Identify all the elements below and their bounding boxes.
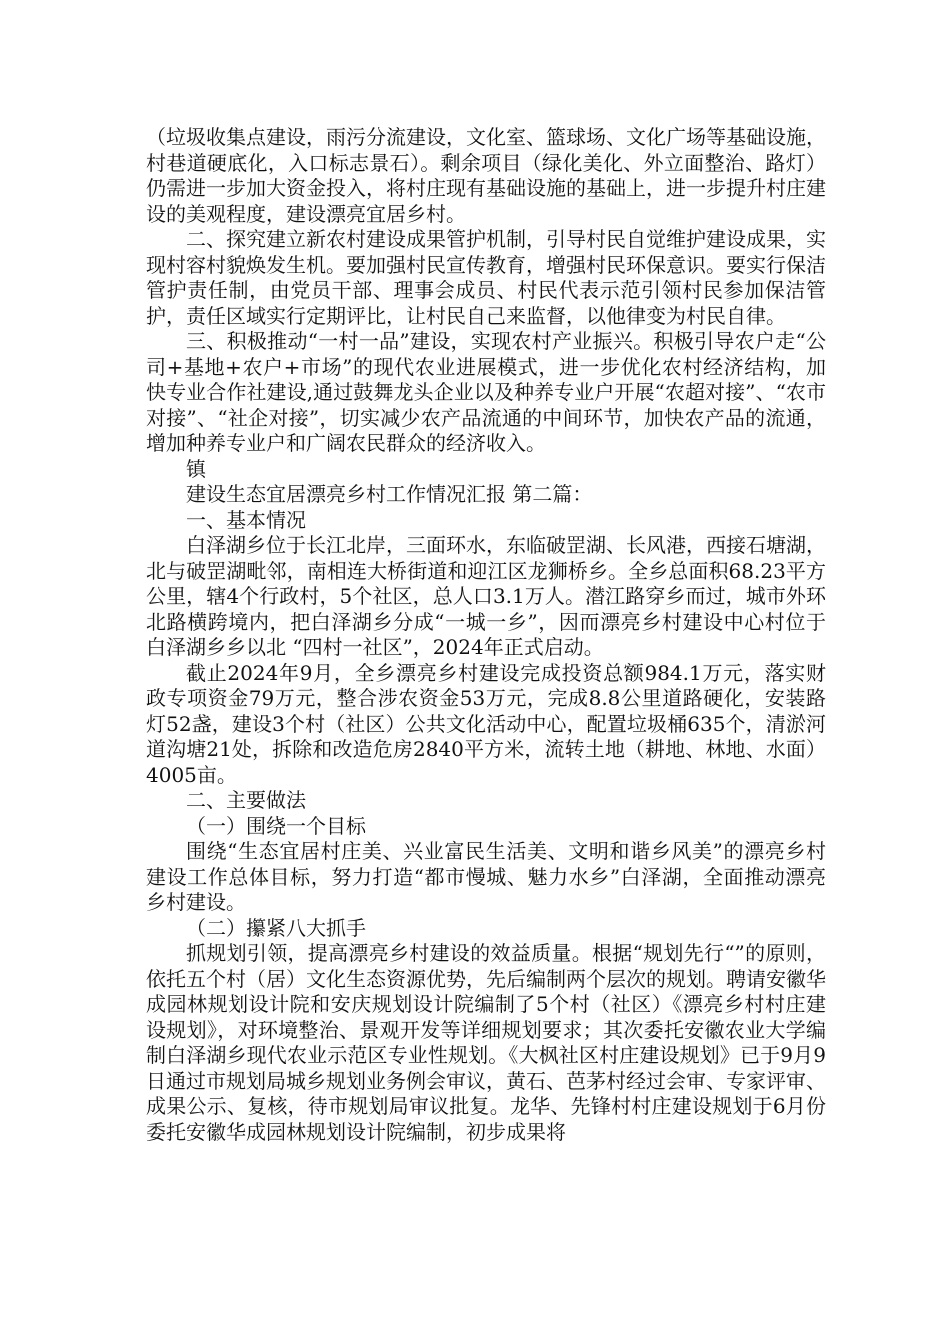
document-body [146,125,826,1145]
paragraph-3: 镇 [186,456,206,481]
paragraph-2: 三、积极推动“一村一品”建设，实现农村产业振兴。积极引导农户走“公司+基地+农户+市场”的现代农业进展模式，进一步优化农村经济结构，加快专业合作社建设,通过鼓舞龙头企业以及种养专业户开展“农超对接”、“农市对接”、“社企对接”，切实减少农产品流通的中间环节，加快农产品的流通，增加种养专业户和广阔农民群众的经济收入。 [146,329,826,455]
subheading-goal: （一）围绕一个目标 [186,813,366,838]
paragraph-7: 截止2024年9月，全乡漂亮乡村建设完成投资总额984.1万元，落实财政专项资金79万元，整合涉农资金53万元，完成8.8公里道路硬化，安装路灯52盏，建设3个村（社区）公共文化活动中心，配置垃圾桶635个，清淤河道沟塘21处，拆除和改造危房2840平方米，流转土地（耕地、林地、水面）4005亩。 [146,660,826,787]
paragraph-6: 白泽湖乡位于长江北岸，三面环水，东临破罡湖、长风港，西接石塘湖，北与破罡湖毗邻，南相连大桥街道和迎江区龙狮桥乡。全乡总面积68.23平方公里，辖4个行政村，5个社区，总人口3.1万人。潜江路穿乡而过，城市外环北路横跨境内，把白泽湖乡分成“一城一乡”，因而漂亮乡村建设中心村位于白泽湖乡乡以北 “四村一社区”，2024年正式启动。 [146,533,826,659]
paragraph-12: 抓规划引领，提高漂亮乡村建设的效益质量。根据“规划先行“”的原则，依托五个村（居）文化生态资源优势，先后编制两个层次的规划。聘请安徽华成园林规划设计院和安庆规划设计院编制了5个村（社区）《漂亮乡村村庄建设规划》，对环境整治、景观开发等详细规划要求；其次委托安徽农业大学编制白泽湖乡现代农业示范区专业性规划。《大枫社区村庄建设规划》已于9月9日通过市规划局城乡规划业务例会审议，黄石、芭茅村经过会审、专家评审、成果公示、复核，待市规划局审议批复。龙华、先锋村村庄建设规划于6月份委托安徽华成园林规划设计院编制，初步成果将 [146,941,826,1144]
paragraph-0: （垃圾收集点建设，雨污分流建设，文化室、篮球场、文化广场等基础设施，村巷道硬底化，入口标志景石）。剩余项目（绿化美化、外立面整治、路灯）仍需进一步加大资金投入，将村庄现有基础设施的基础上，进一步提升村庄建设的美观程度，建设漂亮宜居乡村。 [146,125,826,226]
paragraph-4: 建设生态宜居漂亮乡村工作情况汇报 第二篇： [186,482,593,506]
subheading-levers: （二）攥紧八大抓手 [186,915,366,940]
section-heading-basic: 一、基本情况 [186,507,306,532]
paragraph-1: 二、探究建立新农村建设成果管护机制，引导村民自觉维护建设成果，实现村容村貌焕发生机。要加强村民宣传教育，增强村民环保意识。要实行保洁管护责任制，由党员干部、理事会成员、村民代表示范引领村民参加保洁管护，责任区域实行定期评比，让村民自己来监督，以他律变为村民自律。 [146,227,826,328]
paragraph-10: 围绕“生态宜居村庄美、兴业富民生活美、文明和谐乡风美”的漂亮乡村建设工作总体目标，努力打造“都市慢城、魅力水乡”白泽湖，全面推动漂亮乡村建设。 [146,839,826,914]
section-heading-practices: 二、主要做法 [186,788,306,812]
